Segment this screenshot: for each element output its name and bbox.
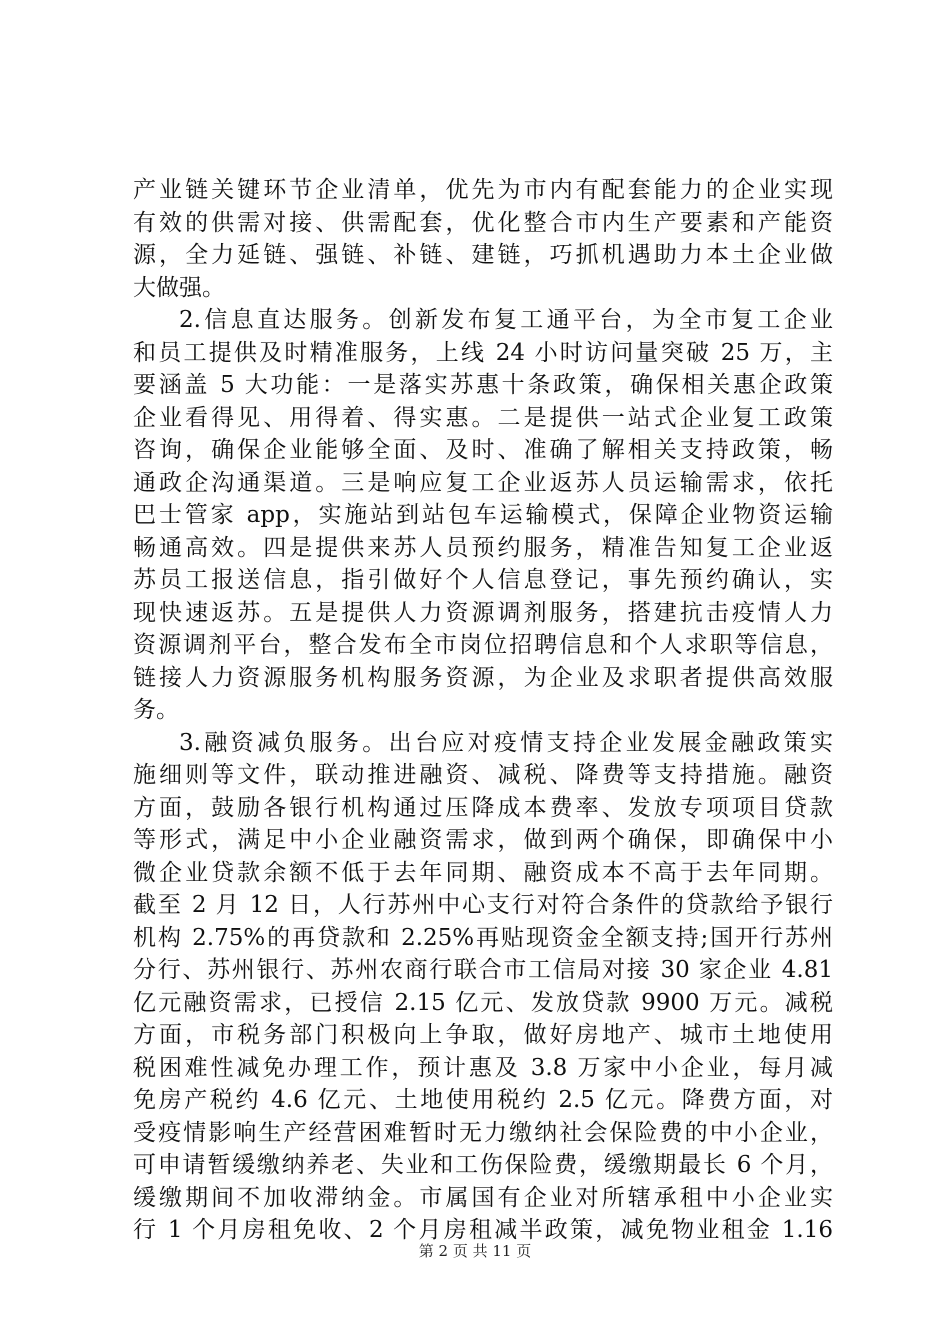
text-line: 和员工提供及时精准服务，上线 24 小时访问量突破 25 万，主 [133, 339, 833, 366]
text-line: 等形式，满足中小企业融资需求，做到两个确保，即确保中小 [133, 827, 833, 853]
text-line: 可申请暂缓缴纳养老、失业和工伤保险费，缓缴期最长 6 个月， [133, 1152, 833, 1178]
text-line: 现快速返苏。五是提供人力资源调剂服务，搭建抗击疫情人力 [133, 599, 833, 626]
text-line: 方面，鼓励各银行机构通过压降成本费率、发放专项项目贷款 [133, 794, 833, 821]
text-line: 亿元融资需求，已授信 2.15 亿元、发放贷款 9900 万元。减税 [133, 989, 833, 1016]
text-line: 行 1 个月房租免收、2 个月房租减半政策，减免物业租金 1.16 [133, 1217, 833, 1243]
text-line: 咨询，确保企业能够全面、及时、准确了解相关支持政策，畅 [133, 437, 833, 463]
text-line: 链接人力资源服务机构服务资源，为企业及求职者提供高效服 [133, 664, 833, 691]
page-number-footer: 第 2 页 共 11 页 [418, 1242, 532, 1260]
text-line: 截至 2 月 12 日，人行苏州中心支行对符合条件的贷款给予银行 [133, 892, 833, 918]
text-line: 3.融资减负服务。出台应对疫情支持企业发展金融政策实 [179, 729, 833, 756]
text-line: 2.信息直达服务。创新发布复工通平台，为全市复工企业 [179, 307, 833, 333]
text-line: 要涵盖 5 大功能：一是落实苏惠十条政策，确保相关惠企政策 [133, 372, 833, 398]
text-line: 微企业贷款余额不低于去年同期、融资成本不高于去年同期。 [133, 859, 833, 886]
text-line: 资源调剂平台，整合发布全市岗位招聘信息和个人求职等信息， [133, 632, 833, 658]
text-line: 企业看得见、用得着、得实惠。二是提供一站式企业复工政策 [133, 404, 833, 431]
text-line: 有效的供需对接、供需配套，优化整合市内生产要素和产能资 [133, 209, 833, 236]
text-line: 分行、苏州银行、苏州农商行联合市工信局对接 30 家企业 4.81 [133, 957, 833, 983]
text-line: 巴士管家 app，实施站到站包车运输模式，保障企业物资运输 [133, 502, 833, 528]
text-line: 受疫情影响生产经营困难暂时无力缴纳社会保险费的中小企业， [133, 1119, 833, 1146]
text-line: 畅通高效。四是提供来苏人员预约服务，精准告知复工企业返 [133, 534, 833, 561]
text-line: 大做强。 [133, 274, 225, 301]
text-line: 通政企沟通渠道。三是响应复工企业返苏人员运输需求，依托 [133, 469, 833, 496]
body-text [133, 174, 833, 1247]
text-line: 产业链关键环节企业清单，优先为市内有配套能力的企业实现 [133, 177, 833, 203]
text-line: 源，全力延链、强链、补链、建链，巧抓机遇助力本土企业做 [133, 242, 833, 268]
text-line: 缓缴期间不加收滞纳金。市属国有企业对所辖承租中小企业实 [133, 1184, 833, 1211]
text-line: 施细则等文件，联动推进融资、减税、降费等支持措施。融资 [133, 762, 833, 788]
text-line: 苏员工报送信息，指引做好个人信息登记，事先预约确认，实 [133, 567, 833, 593]
text-line: 机构 2.75%的再贷款和 2.25%再贴现资金全额支持;国开行苏州 [133, 924, 833, 951]
text-line: 方面，市税务部门积极向上争取，做好房地产、城市土地使用 [133, 1022, 833, 1048]
text-line: 免房产税约 4.6 亿元、土地使用税约 2.5 亿元。降费方面，对 [133, 1087, 833, 1113]
text-line: 税困难性减免办理工作，预计惠及 3.8 万家中小企业，每月减 [133, 1054, 833, 1081]
text-line: 务。 [133, 697, 179, 723]
